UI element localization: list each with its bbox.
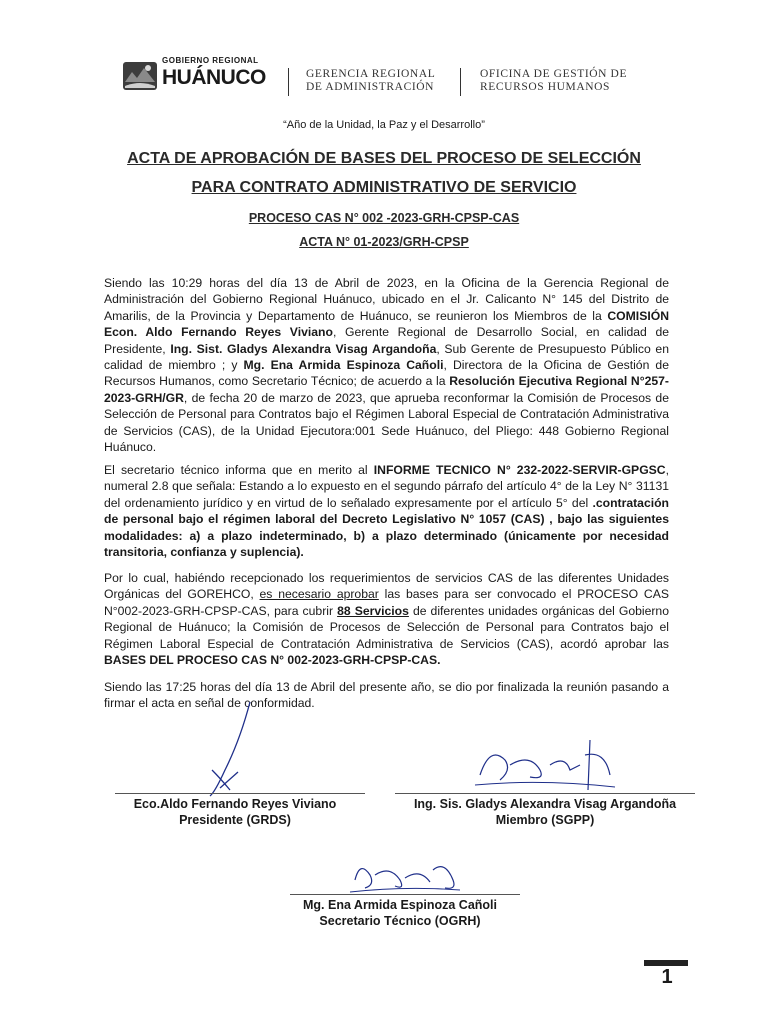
p2-modalities: .contratación de personal bajo el régimen laboral del Decreto Legislativo N° 1057 (CAS) , bajo las siguientes modalidades: a) a plazo indeterminado, b) a plazo determinado (únicamente por necesidad transitoria, confianza y suplencia).: [104, 495, 669, 560]
p2-text-a: El secretario técnico informa que en merito al: [104, 463, 374, 477]
logo-top-text: GOBIERNO REGIONAL: [162, 56, 259, 65]
p3-services-count: 88 Servicios: [337, 603, 409, 618]
signature-member-icon: [470, 735, 620, 795]
acta-number: ACTA N° 01-2023/GRH-CPSP: [299, 235, 469, 249]
dept-human-resources: [480, 68, 627, 94]
logo-main-text: HUÁNUCO: [162, 66, 266, 89]
process-code: PROCESO CAS N° 002 -2023-GRH-CPSP-CAS: [248, 211, 520, 225]
document-title-line1: ACTA DE APROBACIÓN DE BASES DEL PROCESO DE SELECCIÓN: [127, 150, 641, 167]
signature-block-president: [105, 796, 365, 828]
page-number: 1: [661, 966, 673, 988]
signature-block-member: [385, 796, 705, 828]
p3-text-a: Por lo cual, habiéndo recepcionado los requerimientos de servicios CAS de las diferentes Unidades Orgánicas del GOREHCO,: [104, 571, 669, 602]
paragraph-meeting-opening: [104, 275, 669, 455]
dept-administration-line1: GERENCIA REGIONAL: [306, 68, 436, 80]
p1-commission-president: COMISIÓN Econ. Aldo Fernando Reyes Viviano: [104, 308, 669, 340]
regional-government-logo-icon: [122, 58, 158, 94]
dept-hr-line2: RECURSOS HUMANOS: [480, 81, 611, 93]
signature-president-icon: [190, 700, 280, 800]
header-divider: [460, 68, 461, 96]
p1-text-a: Siendo las 10:29 horas del día 13 de Abril de 2023, en la Oficina de la Gerencia Regional de Administración del Gobierno Regional Huánuco, ubicado en el Jr. Calicanto N° 145 del Distrito de Amarilis, de la Provincia y Departamento de Huánuco, se reunieron los Miembros de la: [104, 276, 669, 323]
paragraph-technical-report: [104, 462, 669, 560]
dept-hr-line1: OFICINA DE GESTIÓN DE: [480, 68, 628, 80]
letterhead: [118, 52, 658, 108]
paragraph-approval: [104, 570, 669, 668]
p2-report-number: INFORME TECNICO N° 232-2022-SERVIR-GPGSC: [373, 463, 666, 477]
signature-line-secretary: [290, 894, 520, 895]
document-title-line2: PARA CONTRATO ADMINISTRATIVO DE SERVICIO: [191, 179, 577, 196]
p3-text-c: las bases para ser convocado el PROCESO CAS N°002-2023-GRH-CPSP-CAS, para cubrir: [104, 587, 669, 618]
p1-text-g: , Directora de la Oficina de Gestión de Recursos Humanos, como Secretario Técnico; de acuerdo a la: [104, 358, 669, 389]
signature-line-member: [395, 793, 695, 794]
member-role: Miembro (SGPP): [495, 813, 595, 827]
p1-member-name: Ing. Sist. Gladys Alexandra Visag Argandoña: [170, 341, 437, 356]
p2-text-c: , numeral 2.8 que señala: Estando a lo expuesto en el segundo párrafo del artículo 4° de la Ley N° 31131 del ordenamiento jurídico y en virtud de lo señalado expresamente por el artículo 5° del: [104, 463, 669, 510]
p3-bases-process: BASES DEL PROCESO CAS N° 002-2023-GRH-CPSP-CAS.: [104, 653, 441, 668]
president-role: Presidente (GRDS): [179, 813, 291, 827]
signature-secretary-icon: [345, 850, 465, 900]
p1-text-e: , Sub Gerente de Presupuesto Público en calidad de miembro ; y: [104, 341, 669, 373]
secretary-role: Secretario Técnico (OGRH): [319, 914, 481, 928]
signature-line-president: [115, 793, 365, 794]
p1-text-c: , Gerente Regional de Desarrollo Social, en calidad de Presidente,: [104, 325, 669, 356]
signature-block-secretary: [270, 897, 530, 929]
p3-necessary-approve: es necesario aprobar: [259, 587, 379, 602]
dept-administration: [306, 68, 435, 94]
dept-administration-line2: DE ADMINISTRACIÓN: [306, 81, 435, 93]
p1-resolution: Resolución Ejecutiva Regional N°257-2023-GRH/GR: [104, 374, 669, 405]
year-motto: “Año de la Unidad, la Paz y el Desarrollo”: [283, 119, 485, 131]
paragraph-closing: Siendo las 17:25 horas del día 13 de Abril del presente año, se dio por finalizada la reunión pasando a firmar el acta en señal de conformidad.: [104, 680, 669, 711]
p3-text-e: de diferentes unidades orgánicas del Gobierno Regional de Huánuco; la Comisión de Procesos de Selección de Personal para Contratos bajo el Régimen Laboral Especial de Contratación Administrativa de Servicios (CAS), acordó aprobar las: [104, 603, 669, 651]
president-name: Eco.Aldo Fernando Reyes Viviano: [133, 797, 337, 811]
header-divider: [288, 68, 289, 96]
p1-text-i: , de fecha 20 de marzo de 2023, que aprueba reconformar la Comisión de Procesos de Selección de Personal para Contratos bajo el Régimen Laboral Especial de Contratación Administrativa de Servicios (CAS), de la Unidad Ejecutora:001 Sede Huánuco, del Pliego: 448 Gobierno Regional Huánuco.: [104, 390, 669, 455]
member-name: Ing. Sis. Gladys Alexandra Visag Argandoña: [413, 797, 677, 811]
secretary-name: Mg. Ena Armida Espinoza Cañoli: [302, 898, 497, 912]
p1-secretary-name: Mg. Ena Armida Espinoza Cañoli: [243, 358, 444, 373]
